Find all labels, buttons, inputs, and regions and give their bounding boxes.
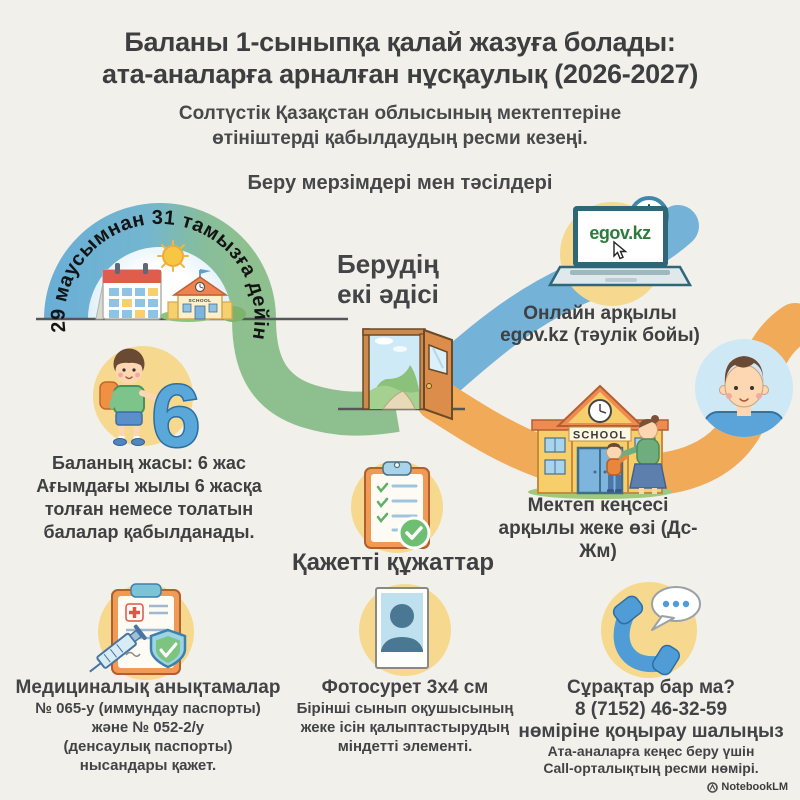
medical-documents-block: Медициналық анықтамалар № 065-у (иммундау паспорты) және № 052-2/у (денсаулық паспорты) нысандары қажет. [15,677,281,774]
checklist-icon [351,461,443,553]
boy-with-six [93,346,200,465]
sun-icon [158,241,188,271]
photo-title: Фотосурет 3x4 см [321,677,489,698]
contact-title: Сұрақтар бар ма? [567,677,735,698]
two-methods-label: Берудің екі әдісі [337,249,439,309]
age-requirement-label: Баланың жасы: 6 жас Ағымдағы жылы 6 жасқа толған немесе толатын балалар қабылданады. [36,453,262,542]
school-sign-text: SCHOOL [572,429,628,442]
page-title [0,26,800,90]
contact-phone-number: 8 (7152) 46-32-59 [574,699,728,720]
watermark-text: NotebookLM [721,781,788,793]
phone-icon [601,582,700,678]
school-building-icon [528,386,672,499]
notebooklm-logo-icon [707,782,718,793]
section-title-methods: Беру мерзімдері мен тәсілдері [247,172,553,194]
photo-requirement-block: Фотосурет 3x4 см Бірінші сынып оқушысының жеке ісін қалыптастырудың міндетті элементі. [285,677,525,756]
open-door-icon [363,329,452,419]
inperson-method-label: Мектеп кеңсесі арқылы жеке өзі (Дс-Жм) [498,495,698,562]
watermark [707,781,788,793]
documents-section-title: Қажетті құжаттар [291,549,495,576]
subtitle-line1: Солтүстік Қазақстан облысының мектептеріне [178,103,622,124]
medical-icon [84,584,194,680]
egov-screen-text: egov.kz [589,223,651,243]
big-six: 6 [151,366,201,465]
title-line1: Баланы 1-сыныпқа қалай жазуға болады: [124,27,676,57]
online-method-label: Онлайн арқылы egov.kz (тәулік бойы) [500,303,700,346]
photo-icon [359,584,451,676]
page-subtitle [0,101,800,151]
medical-title: Медициналық анықтамалар [15,677,281,698]
calendar-icon [96,263,161,319]
arc-label: 29 маусымнан 31 тамызға дейін [47,206,272,342]
contact-block: Сұрақтар бар ма? 8 (7152) 46-32-59 нөміріне қоңырау шалыңыз Ата-аналарға кеңес беру үшін Call-орталықтың ресми нөмірі. [518,677,784,776]
subtitle-line2: өтініштерді қабылдаудың ресми кезеңі. [212,128,588,149]
title-line2: ата-аналарға арналған нұсқаулық (2026-2027) [101,59,699,89]
arch-school-sign: SCHOOL [188,299,212,304]
